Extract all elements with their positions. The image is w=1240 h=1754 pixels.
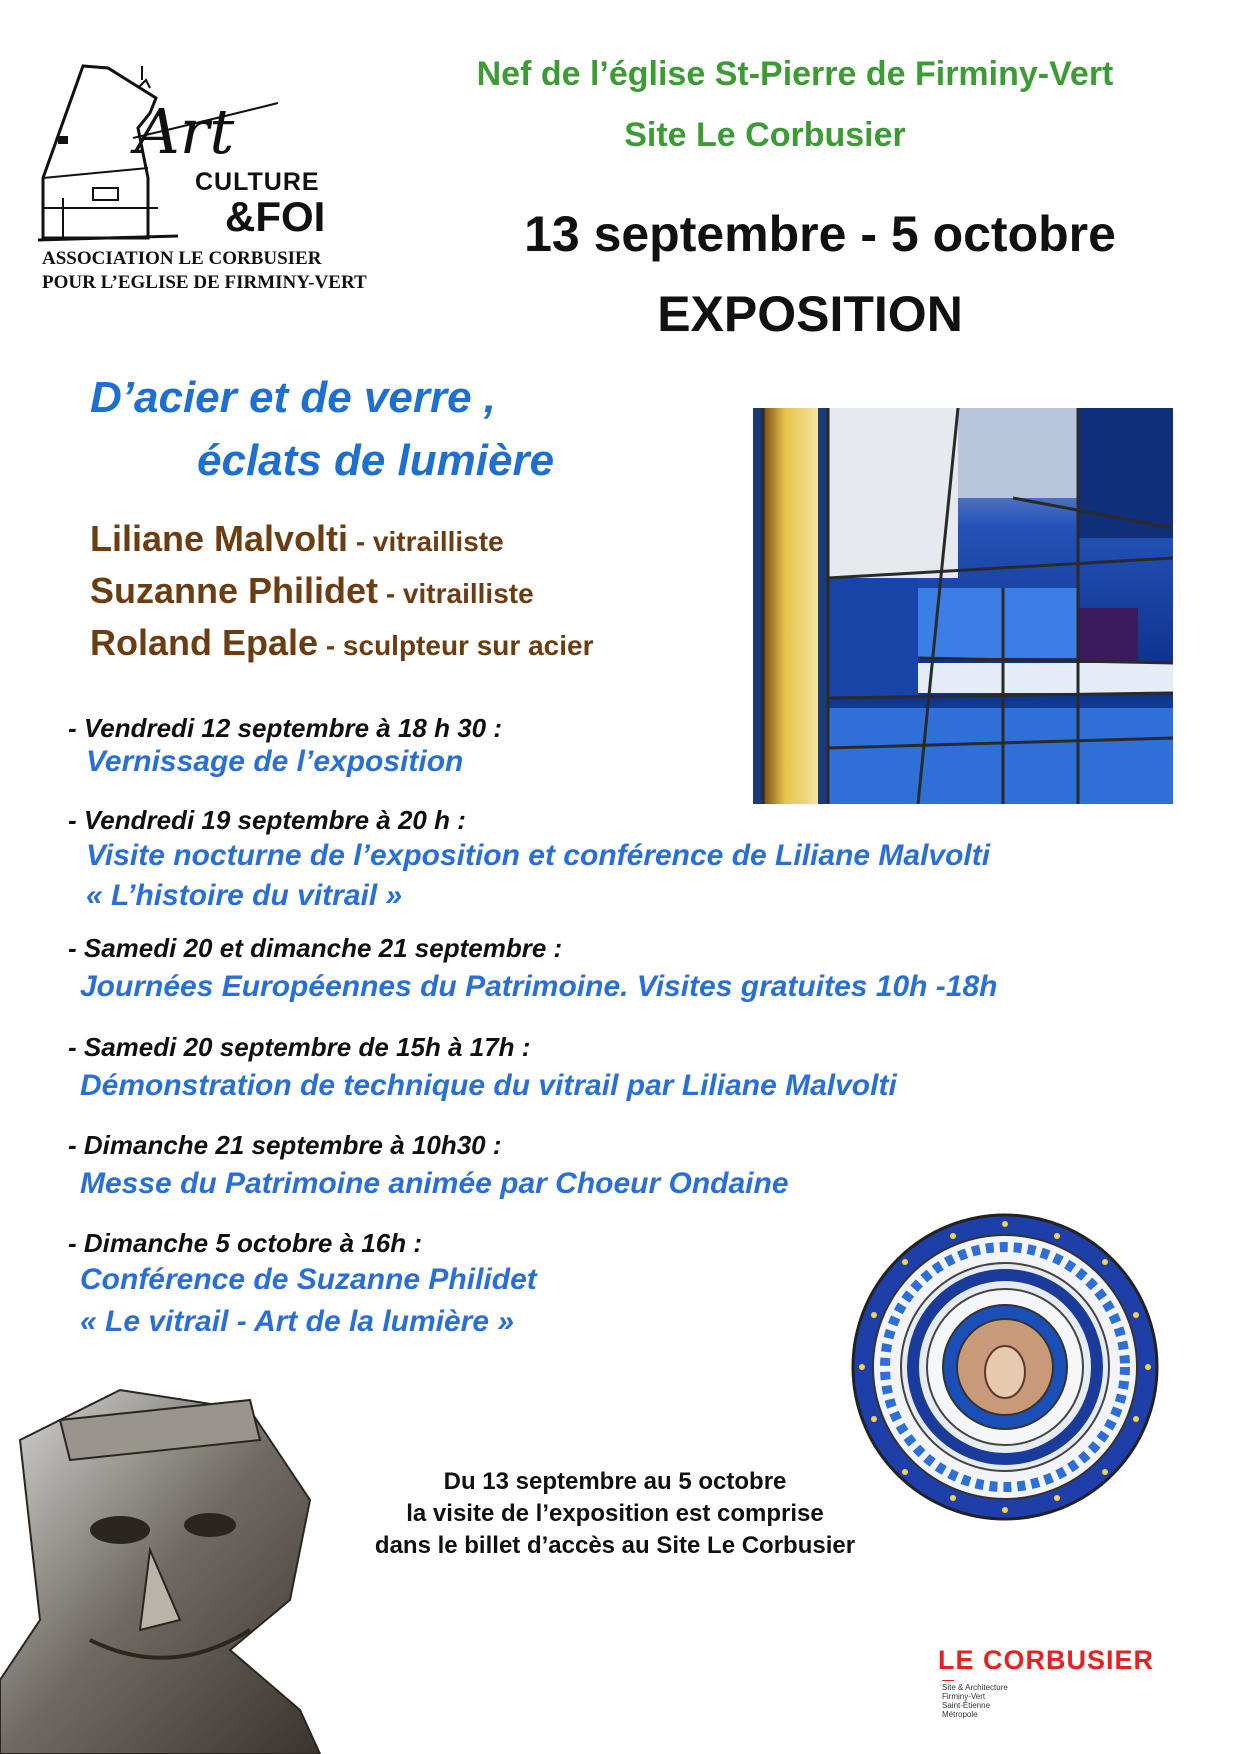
logo-association-line1: ASSOCIATION LE CORBUSIER (42, 248, 322, 269)
event-3-date: - Samedi 20 et dimanche 21 septembre : (68, 933, 563, 963)
lc-logo-rule (942, 1680, 954, 1681)
venue-line2: Site Le Corbusier (624, 116, 906, 154)
footer-line2: la visite de l’exposition est comprise (406, 1500, 824, 1527)
event-6-date: - Dimanche 5 octobre à 16h : (68, 1228, 422, 1258)
exhibition-label: EXPOSITION (657, 286, 963, 342)
artist-3-role: - sculpteur sur acier (318, 630, 594, 661)
footer-line1: Du 13 septembre au 5 octobre (443, 1468, 787, 1495)
lc-logo-title: LE CORBUSIER (938, 1645, 1155, 1675)
lc-logo-sub-4: Métropole (942, 1710, 978, 1719)
artist-3 (90, 622, 593, 664)
exhibition-title-line2: éclats de lumière (197, 436, 555, 485)
event-6-desc-line2: « Le vitrail - Art de la lumière » (80, 1305, 515, 1338)
artist-2-role: - vitrailliste (378, 578, 534, 609)
le-corbusier-logo (938, 1645, 1168, 1740)
artist-1-name: Liliane Malvolti (90, 518, 349, 559)
event-1-date: - Vendredi 12 septembre à 18 h 30 : (68, 713, 502, 743)
exhibition-dates: 13 septembre - 5 octobre (524, 206, 1116, 262)
event-3-desc: Journées Européennes du Patrimoine. Visites gratuites 10h -18h (80, 970, 998, 1003)
lc-logo-subtitle (942, 1683, 1168, 1719)
footer-line3: dans le billet d’accès au Site Le Corbusier (374, 1532, 856, 1559)
venue-line1: Nef de l’église St-Pierre de Firminy-Vert (476, 55, 1114, 93)
logo-culture-text: CULTURE (195, 168, 320, 196)
event-6-desc-line1: Conférence de Suzanne Philidet (80, 1263, 537, 1296)
artist-3-name: Roland Epale (90, 622, 319, 663)
artist-2 (90, 570, 534, 612)
lc-logo-sub-2: Firminy-Vert (942, 1692, 986, 1701)
stained-glass-image (753, 408, 1173, 804)
lc-logo-sub-3: Saint-Étienne (942, 1701, 991, 1710)
event-1-desc: Vernissage de l’exposition (86, 745, 464, 778)
event-4-desc: Démonstration de technique du vitrail par Liliane Malvolti (80, 1069, 897, 1102)
lc-logo-sub-1: Site & Architecture (942, 1683, 1008, 1692)
event-2-desc-line1: Visite nocturne de l’exposition et conférence de Liliane Malvolti (86, 839, 991, 872)
artist-1-role: - vitrailliste (348, 526, 504, 557)
event-5-date: - Dimanche 21 septembre à 10h30 : (68, 1130, 502, 1160)
logo-art-text: Art (135, 95, 235, 168)
artist-2-name: Suzanne Philidet (90, 570, 379, 611)
artist-1 (90, 518, 504, 560)
exhibition-title-line1: D’acier et de verre , (90, 373, 497, 422)
event-2-desc-line2: « L’histoire du vitrail » (86, 879, 403, 912)
event-5-desc: Messe du Patrimoine animée par Choeur Ondaine (80, 1167, 789, 1200)
event-2-date: - Vendredi 19 septembre à 20 h : (68, 805, 466, 835)
event-4-date: - Samedi 20 septembre de 15h à 17h : (68, 1032, 531, 1062)
logo-foi-text: &FOI (225, 193, 326, 240)
logo-association-line2: POUR L’EGLISE DE FIRMINY-VERT (42, 272, 367, 293)
steel-sculpture-image (0, 1380, 335, 1754)
